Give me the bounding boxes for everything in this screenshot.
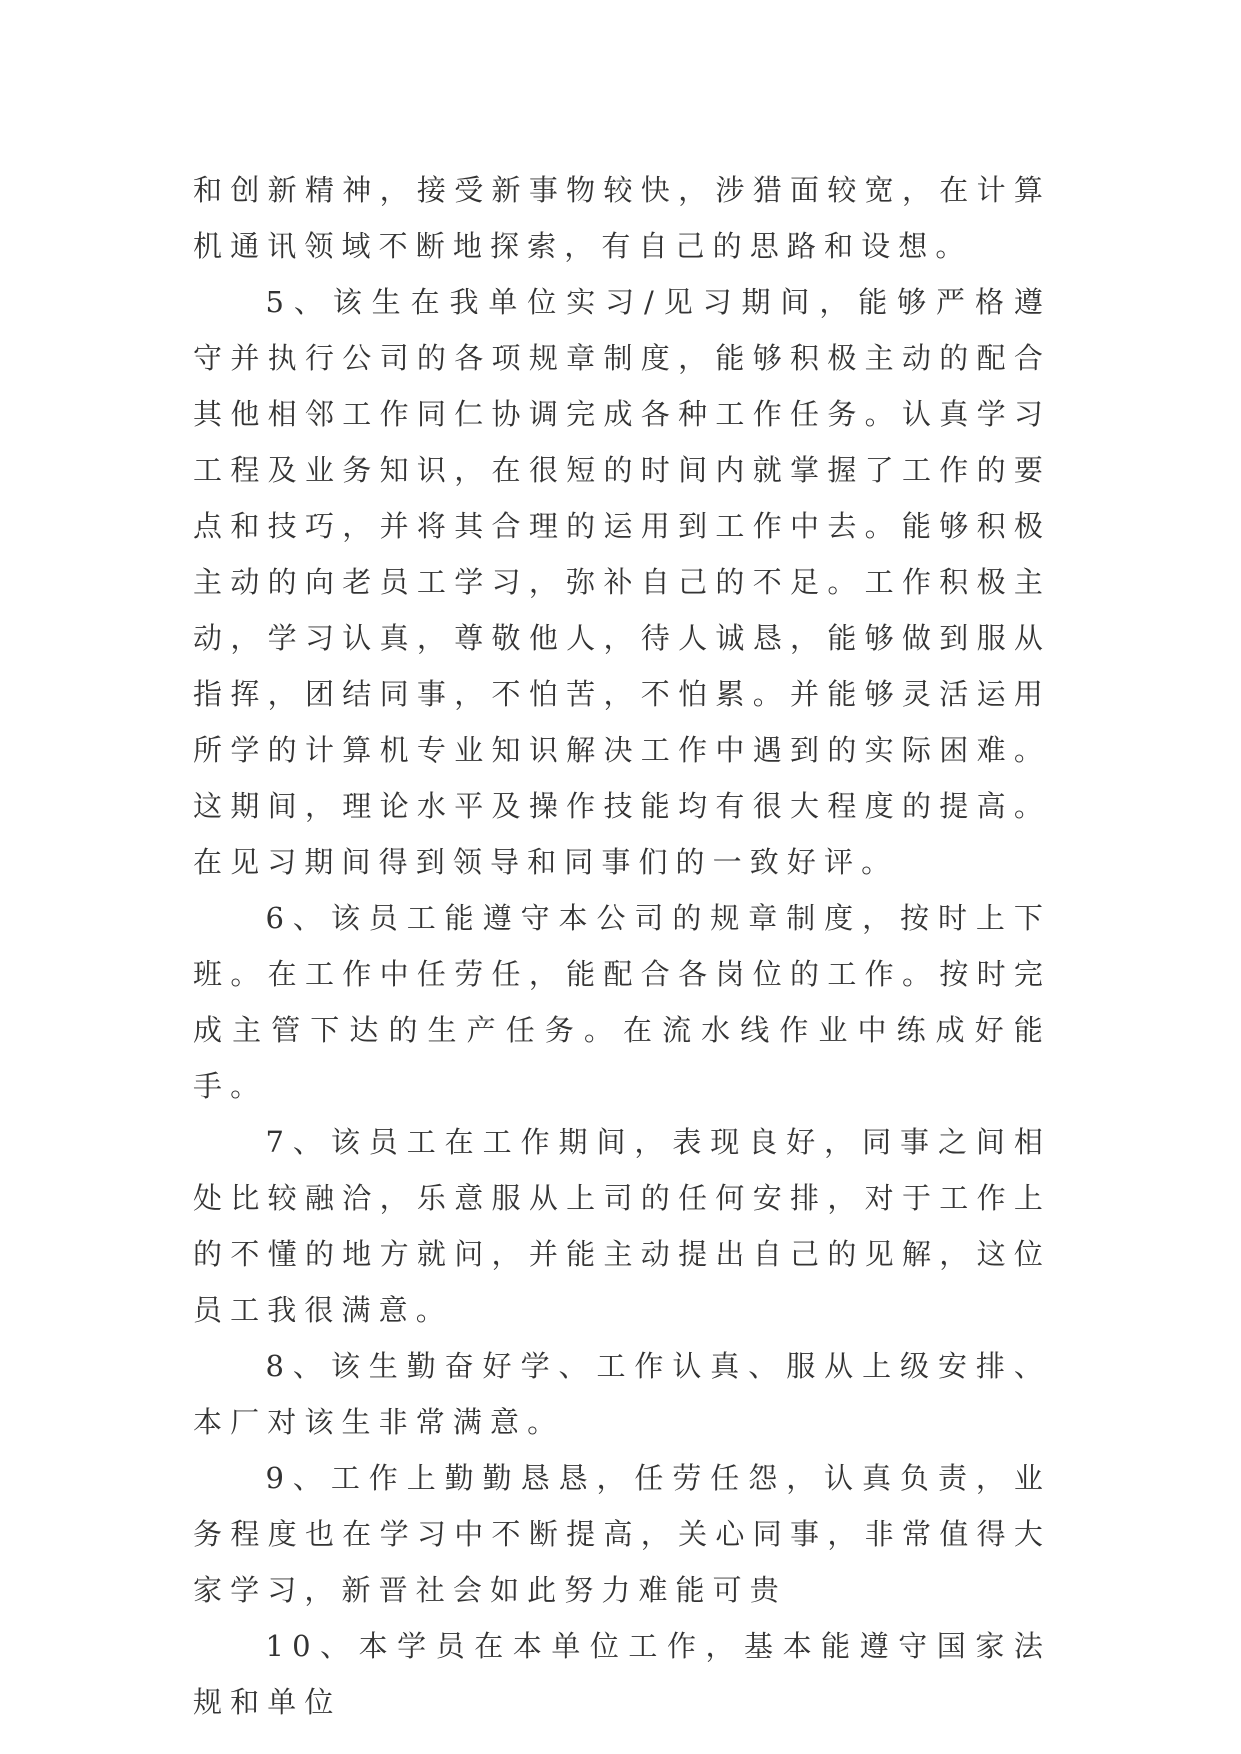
paragraph-item-6: 6、该员工能遵守本公司的规章制度，按时上下班。在工作中任劳任，能配合各岗位的工作。按时完成主管下达的生产任务。在流水线作业中练成好能手。 (193, 901, 1051, 1103)
paragraph-item-10: 10、本学员在本单位工作，基本能遵守国家法规和单位 (193, 1629, 1051, 1719)
paragraph-item-5: 5、该生在我单位实习/见习期间，能够严格遵守并执行公司的各项规章制度，能够积极主动的配合其他相邻工作同仁协调完成各种工作任务。认真学习工程及业务知识，在很短的时间内就掌握了工作的要点和技巧，并将其合理的运用到工作中去。能够积极主动的向老员工学习，弥补自己的不足。工作积极主动，学习认真，尊敬他人，待人诚恳，能够做到服从指挥，团结同事，不怕苦，不怕累。并能够灵活运用所学的计算机专业知识解决工作中遇到的实际困难。这期间，理论水平及操作技能均有很大程度的提高。在见习期间得到领导和同事们的一致好评。 (193, 285, 1051, 879)
paragraph-item-7: 7、该员工在工作期间，表现良好，同事之间相处比较融洽，乐意服从上司的任何安排，对于工作上的不懂的地方就问，并能主动提出自己的见解，这位员工我很满意。 (193, 1125, 1051, 1327)
paragraph-continuation: 和创新精神，接受新事物较快，涉猎面较宽，在计算机通讯领域不断地探索，有自己的思路和设想。 (193, 173, 1051, 263)
document-body (193, 162, 1051, 1730)
paragraph-item-9: 9、工作上勤勤恳恳，任劳任怨，认真负责，业务程度也在学习中不断提高，关心同事，非常值得大家学习，新晋社会如此努力难能可贵 (193, 1461, 1051, 1607)
paragraph-item-8: 8、该生勤奋好学、工作认真、服从上级安排、本厂对该生非常满意。 (193, 1349, 1051, 1439)
